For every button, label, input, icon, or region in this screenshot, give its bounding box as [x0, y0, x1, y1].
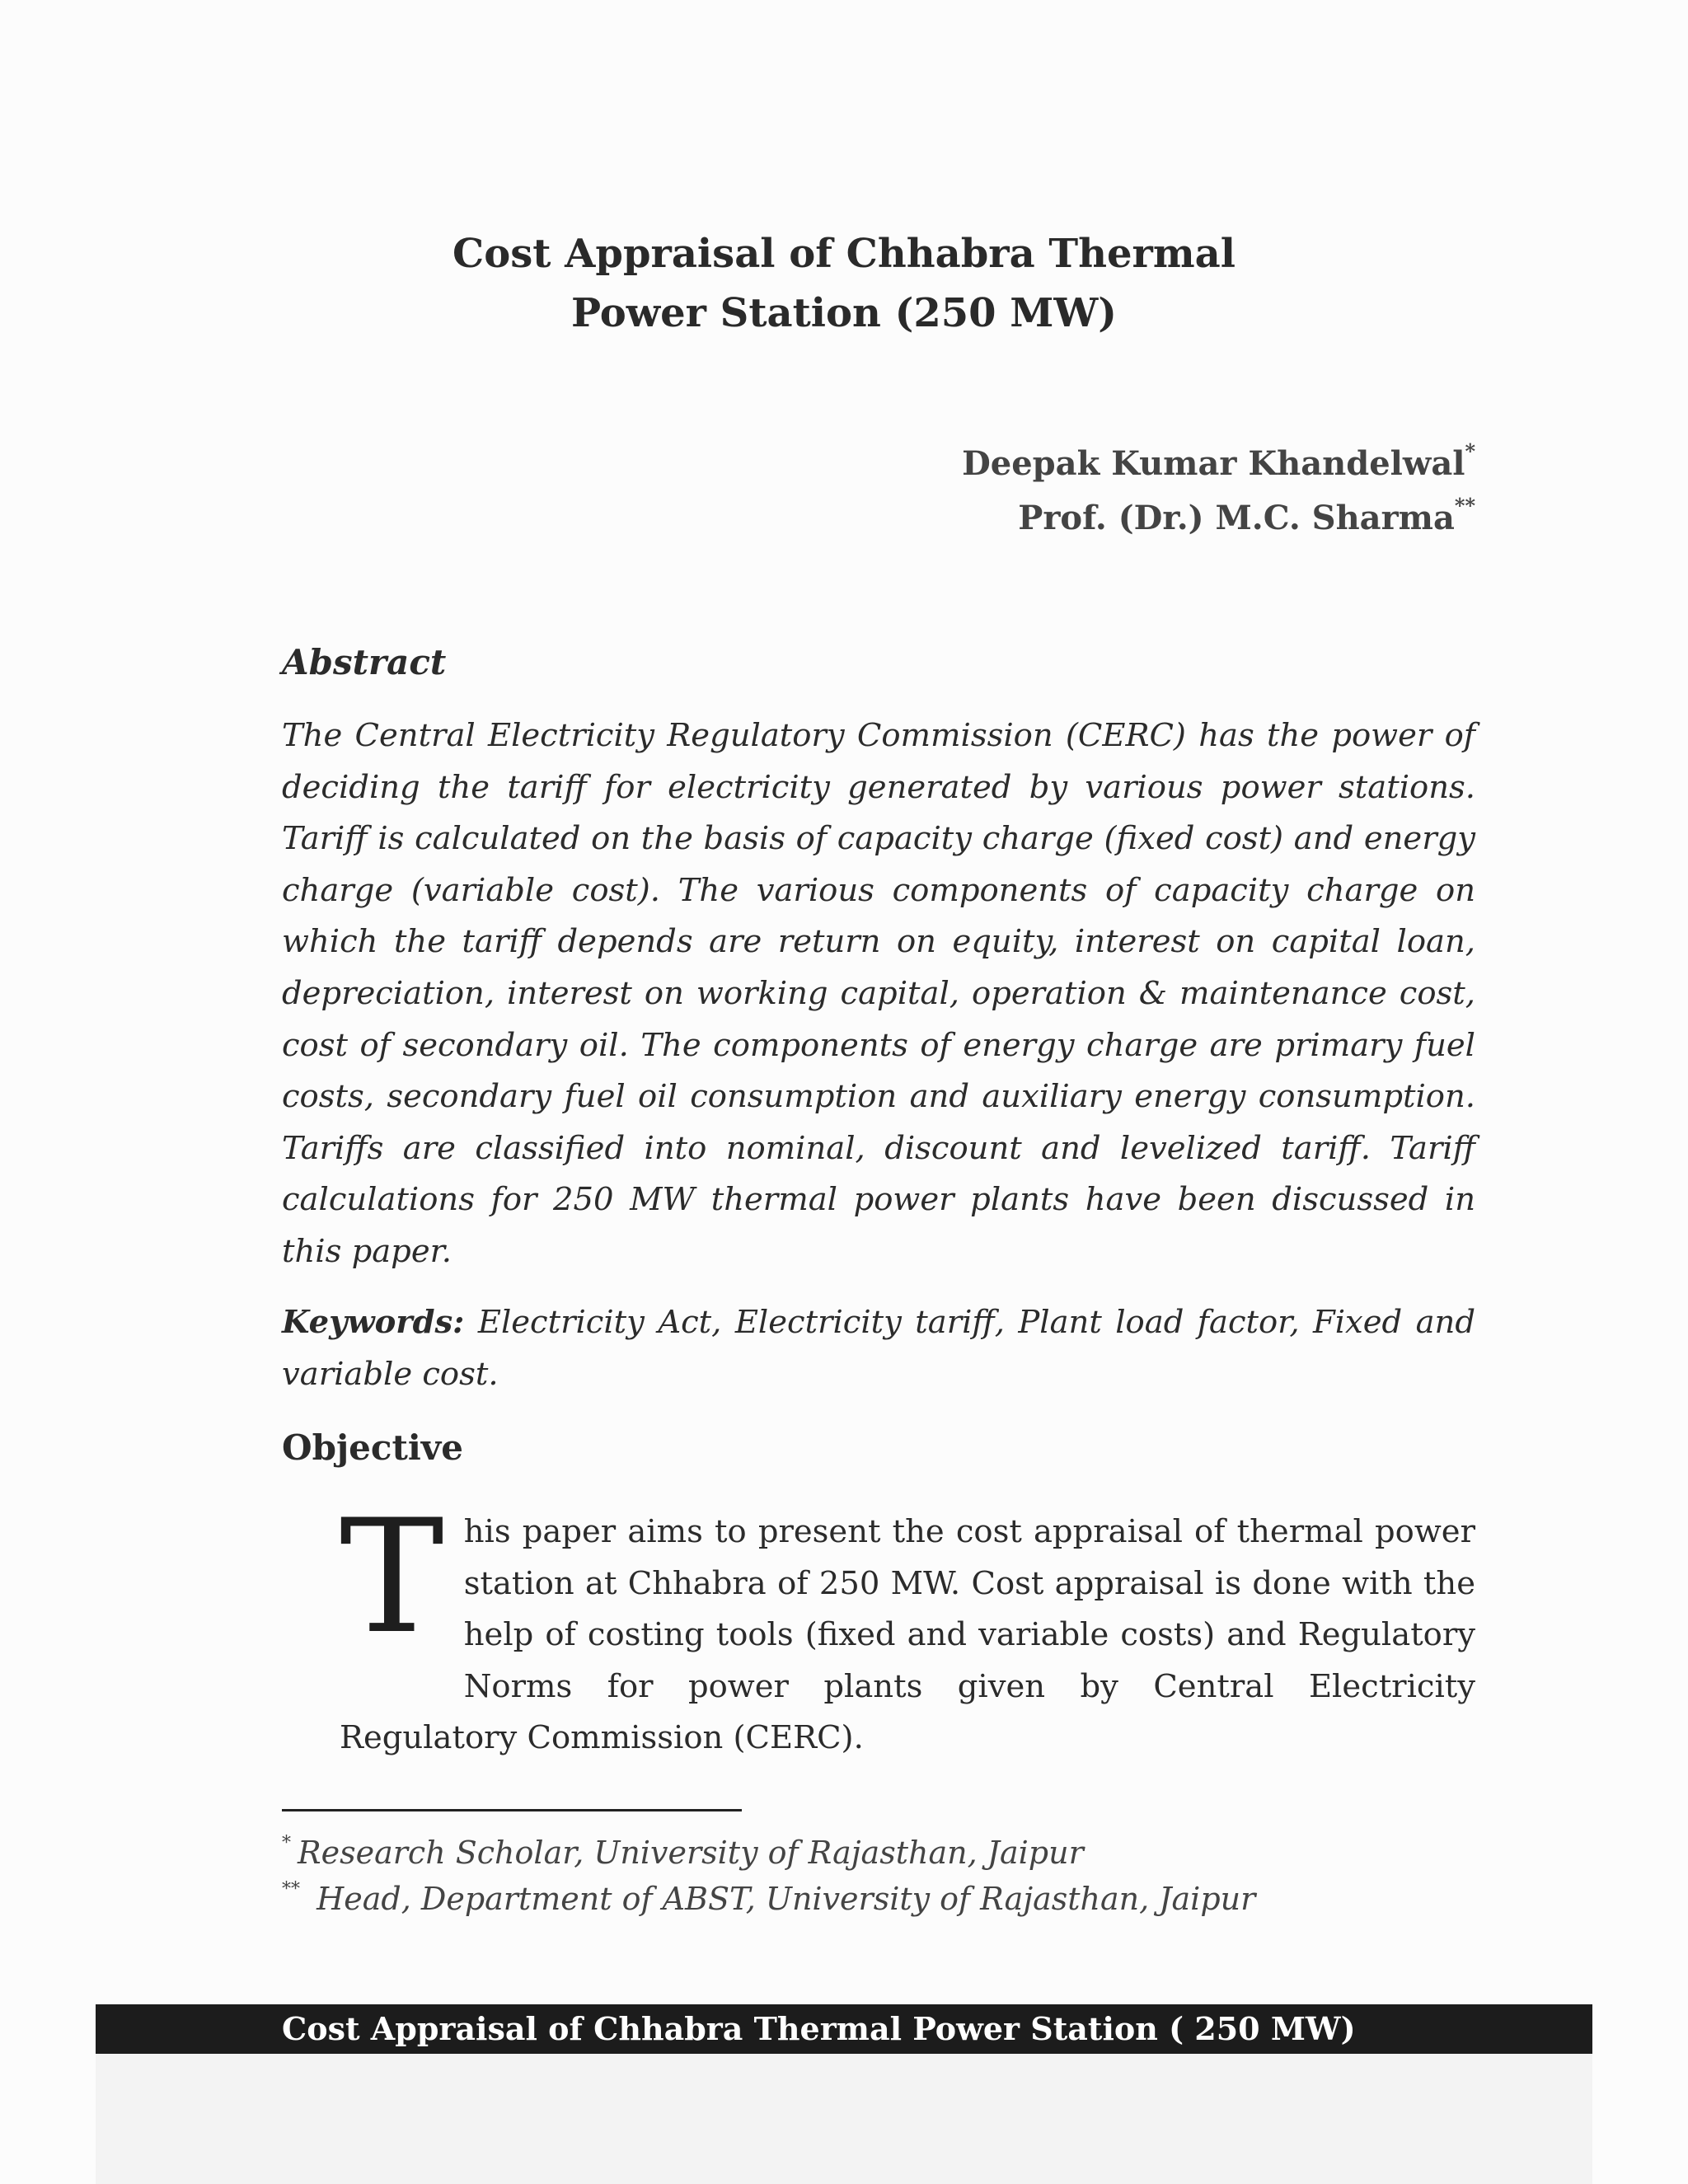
footnote-1 — [282, 1830, 1255, 1876]
author-1-mark: * — [1465, 439, 1475, 463]
keywords-text: Electricity Act, Electricity tariff, Plant load factor, Fixed and variable cost. — [282, 1304, 1475, 1393]
author-1-name: Deepak Kumar Khandelwal — [962, 444, 1465, 483]
keywords-label: Keywords: — [282, 1304, 465, 1341]
running-footer-title: Cost Appraisal of Chhabra Thermal Power Station ( 250 MW) — [282, 2010, 1356, 2047]
footnote-2-text: Head, Department of ABST, University of Rajasthan, Jaipur — [316, 1881, 1256, 1917]
keywords-paragraph — [282, 1297, 1475, 1400]
paper-title — [0, 224, 1688, 343]
author-2-name: Prof. (Dr.) M.C. Sharma — [1018, 499, 1455, 537]
drop-cap-letter: T — [340, 1486, 444, 1668]
page-bottom-shade — [96, 2054, 1592, 2184]
footnote-1-text: Research Scholar, University of Rajasthan, Jaipur — [298, 1835, 1084, 1871]
objective-paragraph — [340, 1486, 1475, 1765]
author-2-mark: ** — [1454, 494, 1475, 518]
footnotes — [282, 1830, 1255, 1922]
paper-title-line-1: Cost Appraisal of Chhabra Thermal — [452, 231, 1236, 277]
footnote-divider — [282, 1809, 742, 1811]
abstract-text: The Central Electricity Regulatory Commission (CERC) has the power of deciding the tariff for electricity generated by various power stations. Tariff is calculated on the basis of capacity charge (fixed cost) and energy charge (variable cost). The various components of capacity charge on which the tariff depends are return on equity, interest on capital loan, depreciation, interest on working capital, operation & maintenance cost, cost of secondary oil. The components of energy charge are primary fuel costs, secondary fuel oil consumption and auxiliary energy consumption. Tariffs are classified into nominal, discount and levelized tariff. Tariff calculations for 250 MW thermal power plants have been discussed in this paper. — [282, 717, 1475, 1270]
footnote-2 — [282, 1876, 1255, 1922]
running-footer-bar — [96, 2004, 1592, 2054]
objective-heading: Objective — [282, 1427, 463, 1468]
footnote-1-mark: * — [282, 1833, 291, 1854]
objective-text: his paper aims to present the cost appraisal of thermal power station at Chhabra of 250 MW. Cost appraisal is done with the help of costing tools (fixed and variable costs) and Regulatory Norms for power plants given by Central Electricity Regulatory Commission (CERC). — [340, 1513, 1475, 1757]
abstract-heading: Abstract — [282, 642, 447, 682]
author-list — [962, 437, 1475, 546]
paper-title-line-2: Power Station (250 MW) — [570, 290, 1117, 336]
footnote-2-mark: ** — [282, 1879, 300, 1900]
author-1 — [962, 437, 1475, 491]
author-2 — [962, 491, 1475, 546]
